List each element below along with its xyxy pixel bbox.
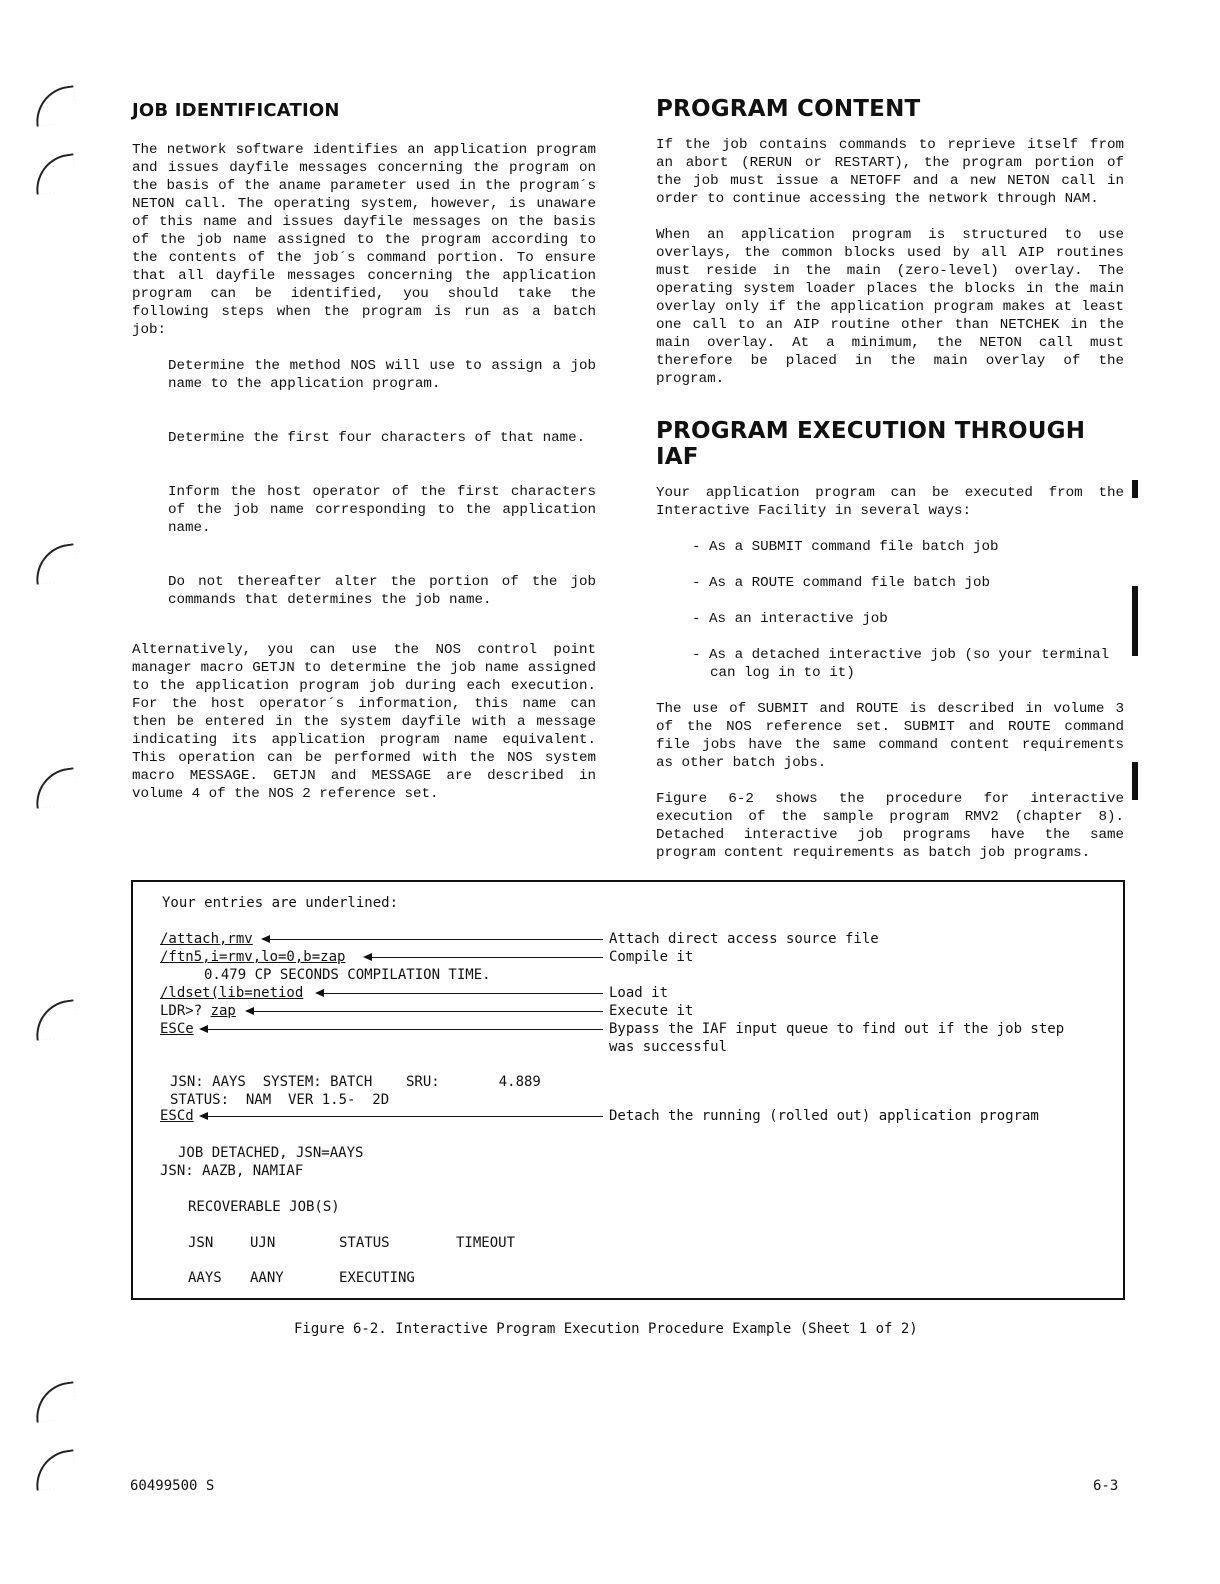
- figure-header: Your entries are underlined:: [162, 895, 399, 911]
- binder-hole-mark: [32, 767, 79, 808]
- table-header-ujn: UJN: [250, 1235, 276, 1251]
- iaf-ways-list: [656, 538, 1124, 682]
- right-column: [656, 96, 1124, 880]
- jsn2-line: JSN: AAZB, NAMIAF: [160, 1163, 304, 1179]
- job-identification-heading: JOB IDENTIFICATION: [132, 100, 340, 121]
- program-content-heading: PROGRAM CONTENT: [656, 96, 921, 122]
- iaf-heading: PROGRAM EXECUTION THROUGH IAF: [656, 418, 1086, 470]
- cp-time: 0.479 CP SECONDS COMPILATION TIME.: [204, 967, 491, 983]
- binder-hole-mark: [32, 85, 79, 126]
- cmd-attach: /attach,rmv: [160, 931, 253, 947]
- step-4: Do not thereafter alter the portion of the job commands that determines the job name.: [168, 574, 596, 608]
- list-item: - As a ROUTE command file batch job: [692, 575, 990, 591]
- step-1: Determine the method NOS will use to assign a job name to the application program.: [168, 358, 596, 392]
- note-execute: Execute it: [609, 1003, 694, 1019]
- note-load: Load it: [609, 985, 669, 1001]
- note-attach: Attach direct access source file: [609, 931, 879, 947]
- program-content-para-2: When an application program is structured to use overlays, the common blocks used by all AIP routines must reside in the main (zero-level) overlay. The operating system loader places the blocks in the main overlay only if the application program makes at least one call to an AIP routine other than NETCHEK in the main overlay. At a minimum, the NETON call must therefore be placed in the main overlay of the program.: [656, 227, 1124, 387]
- note-detach: Detach the running (rolled out) application program: [609, 1108, 1039, 1124]
- change-bar: [1132, 586, 1138, 656]
- iaf-intro: Your application program can be executed from the Interactive Facility in several ways:: [656, 485, 1124, 519]
- figure-6-2-box: [131, 880, 1125, 1300]
- program-content-para-1: If the job contains commands to reprieve itself from an abort (RERUN or RESTART), the program portion of the job must issue a NETOFF and a new NETON call in order to continue accessing the network through NAM.: [656, 137, 1124, 207]
- arrow-left-icon: [365, 957, 603, 958]
- arrow-left-icon: [201, 1029, 603, 1030]
- cmd-esce: ESCe: [160, 1021, 194, 1037]
- arrow-left-icon: [317, 993, 603, 994]
- binder-hole-mark: [32, 153, 79, 194]
- cmd-ftn: /ftn5,i=rmv,lo=0,b=zap: [160, 949, 346, 965]
- footer-page-number: 6-3: [1093, 1478, 1119, 1494]
- job-identification-closing: Alternatively, you can use the NOS control point manager macro GETJN to determine the job name assigned to the application program job during each execution. For the host operator´s information, this name can then be entered in the system dayfile with a message indicating its application program name equivalent. This operation can be performed with the NOS system macro MESSAGE. GETJN and MESSAGE are described in volume 4 of the NOS 2 reference set.: [132, 642, 596, 802]
- note-compile: Compile it: [609, 949, 694, 965]
- table-cell-status: EXECUTING: [339, 1270, 415, 1286]
- arrow-left-icon: [263, 939, 603, 940]
- job-identification-intro: The network software identifies an application program and issues dayfile messages concerning the program on the basis of the aname parameter used in the program´s NETON call. The operating system, however, is unaware of this name and issues dayfile messages on the basis of the job name assigned to the program according to the contents of the job´s command portion. To ensure that all dayfile messages concerning the application program can be identified, you should take the following steps when the program is run as a batch job:: [132, 142, 596, 338]
- list-item: - As an interactive job: [692, 611, 888, 627]
- figure-caption: Figure 6-2. Interactive Program Execution Procedure Example (Sheet 1 of 2): [294, 1321, 918, 1337]
- jsn-line: JSN: AAYS SYSTEM: BATCH SRU: 4.889: [170, 1074, 541, 1090]
- cmd-zap: zap: [210, 1003, 236, 1019]
- cmd-escd: ESCd: [160, 1108, 194, 1124]
- ldr-prompt: LDR>?: [160, 1003, 211, 1019]
- recoverable-label: RECOVERABLE JOB(S): [188, 1199, 340, 1215]
- change-bar: [1132, 480, 1138, 498]
- left-column: [132, 96, 596, 821]
- status-line: STATUS: NAM VER 1.5- 2D: [170, 1092, 390, 1108]
- cmd-ldset: /ldset(lib=netiod: [160, 985, 304, 1001]
- detached-line: JOB DETACHED, JSN=AAYS: [178, 1145, 364, 1161]
- table-header-status: STATUS: [339, 1235, 390, 1251]
- iaf-para-1: The use of SUBMIT and ROUTE is described in volume 3 of the NOS reference set. SUBMIT and ROUTE command file jobs have the same command content requirements as other batch jobs.: [656, 701, 1124, 771]
- step-2: Determine the first four characters of that name.: [168, 430, 586, 446]
- table-header-jsn: JSN: [188, 1235, 214, 1251]
- ldr-line: [160, 1002, 236, 1020]
- binder-hole-mark: [32, 543, 79, 584]
- table-cell-ujn: AANY: [250, 1270, 284, 1286]
- table-cell-jsn: AAYS: [188, 1270, 222, 1286]
- footer-doc-number: 60499500 S: [130, 1478, 215, 1494]
- arrow-left-icon: [247, 1011, 603, 1012]
- list-item: - As a SUBMIT command file batch job: [692, 539, 999, 555]
- arrow-left-icon: [201, 1116, 603, 1117]
- table-header-timeout: TIMEOUT: [456, 1235, 516, 1251]
- binder-hole-mark: [32, 1381, 79, 1422]
- binder-hole-mark: [32, 999, 79, 1040]
- step-3: Inform the host operator of the first characters of the job name corresponding to the application name.: [168, 484, 596, 536]
- change-bar: [1132, 762, 1138, 800]
- note-bypass-1: Bypass the IAF input queue to find out if the job step: [609, 1021, 1065, 1037]
- binder-hole-mark: [32, 1449, 79, 1490]
- iaf-para-2: Figure 6-2 shows the procedure for interactive execution of the sample program RMV2 (chapter 8). Detached interactive job programs have the same program content requirements as batch job programs.: [656, 791, 1124, 861]
- list-item: - As a detached interactive job (so your terminal can log in to it): [692, 647, 1110, 681]
- note-bypass-2: was successful: [609, 1039, 728, 1055]
